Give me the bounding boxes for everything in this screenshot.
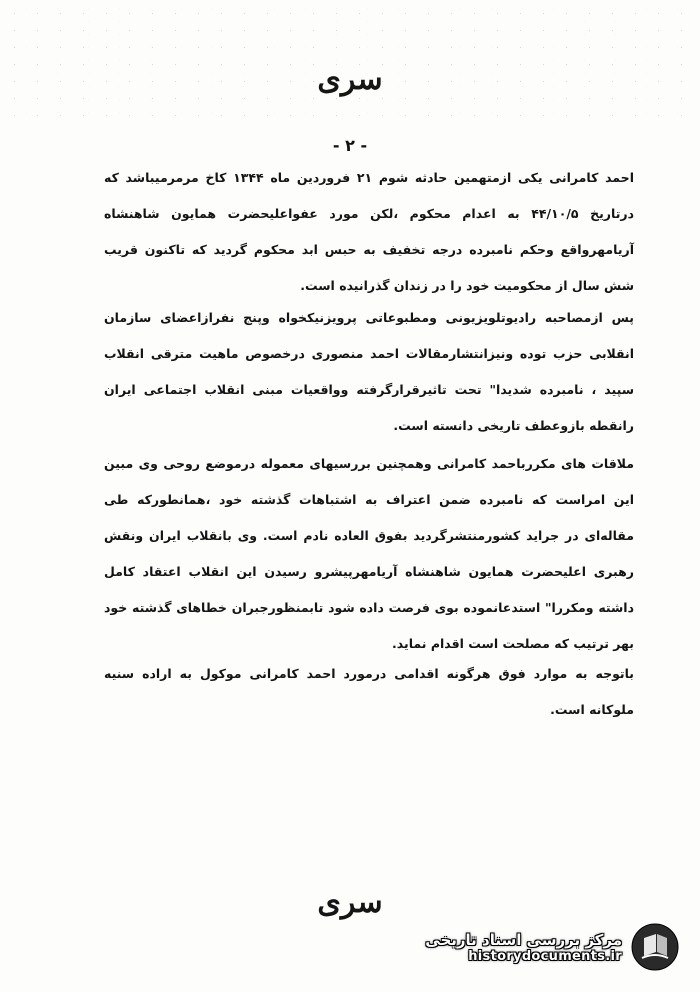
paragraph-1 [104, 160, 634, 304]
watermark-text [425, 931, 622, 964]
classification-stamp-bottom: سری [317, 885, 383, 920]
watermark-footer [380, 918, 680, 976]
scan-noise [0, 0, 700, 120]
page-number: - ۲ - [332, 136, 368, 155]
paragraph-text: پس ازمصاحبه رادیوتلویزیونی ومطبوعاتی پرویزنیکخواه وپنج نفرازاعضای سازمان انقلابی حزب توده ونیزانتشارمقالات احمد منصوری درخصوص ماهیت مترقی انقلاب سپید ، نامبرده شدیدا" تحت تاثیرقرارگرفته وواقعیات مبنی انقلاب اجتماعی ایران رانقطه بازوعطف تاریخی دانسته است. [104, 310, 634, 433]
archive-logo-icon [630, 922, 680, 972]
org-name: مرکز بررسی اسناد تاریخی [425, 930, 622, 949]
classification-stamp-top: سری [317, 62, 383, 97]
paragraph-text: باتوجه به موارد فوق هرگونه اقدامی درمورد احمد کامرانی موکول به اراده سنیه ملوکانه است. [104, 666, 634, 717]
paragraph-text: ملاقات های مکررباحمد کامرانی وهمچنین بررسیهای معموله درموضع روحی وی مبین این امراست که نامبرده ضمن اعتراف به اشتباهات گذشته خود ،همانطورکه طی مقاله‌ای در جراید کشورمنتشرگردید بفوق العاده نادم است. وی بانقلاب ایران ونقش رهبری اعلیحضرت همایون شاهنشاه آریامهرپیشرو رسیدن این انقلاب اعتقاد کامل داشته ومکررا" استدعانموده بوی فرصت داده شود تابمنظورجبران خطاهای گذشته خود بهر ترتیب که مصلحت است اقدام نماید. [104, 456, 634, 651]
paragraph-2 [104, 300, 634, 444]
paragraph-3 [104, 446, 634, 662]
paragraph-text: احمد کامرانی یکی ازمتهمین حادثه شوم ۲۱ فروردین ماه ۱۳۴۴ کاخ مرمرمیباشد که درتاریخ ۴۴/۱۰/۵ به اعدام محکوم ،لکن مورد عفواعلیحضرت همایون شاهنشاه آریامهرواقع وحکم نامبرده درجه تخفیف به حبس ابد محکوم گردید که تاکنون قریب شش سال از محکومیت خود را در زندان گذرانیده است. [104, 170, 635, 293]
paragraph-4 [104, 656, 634, 728]
website-url: historydocuments.ir [468, 948, 622, 964]
